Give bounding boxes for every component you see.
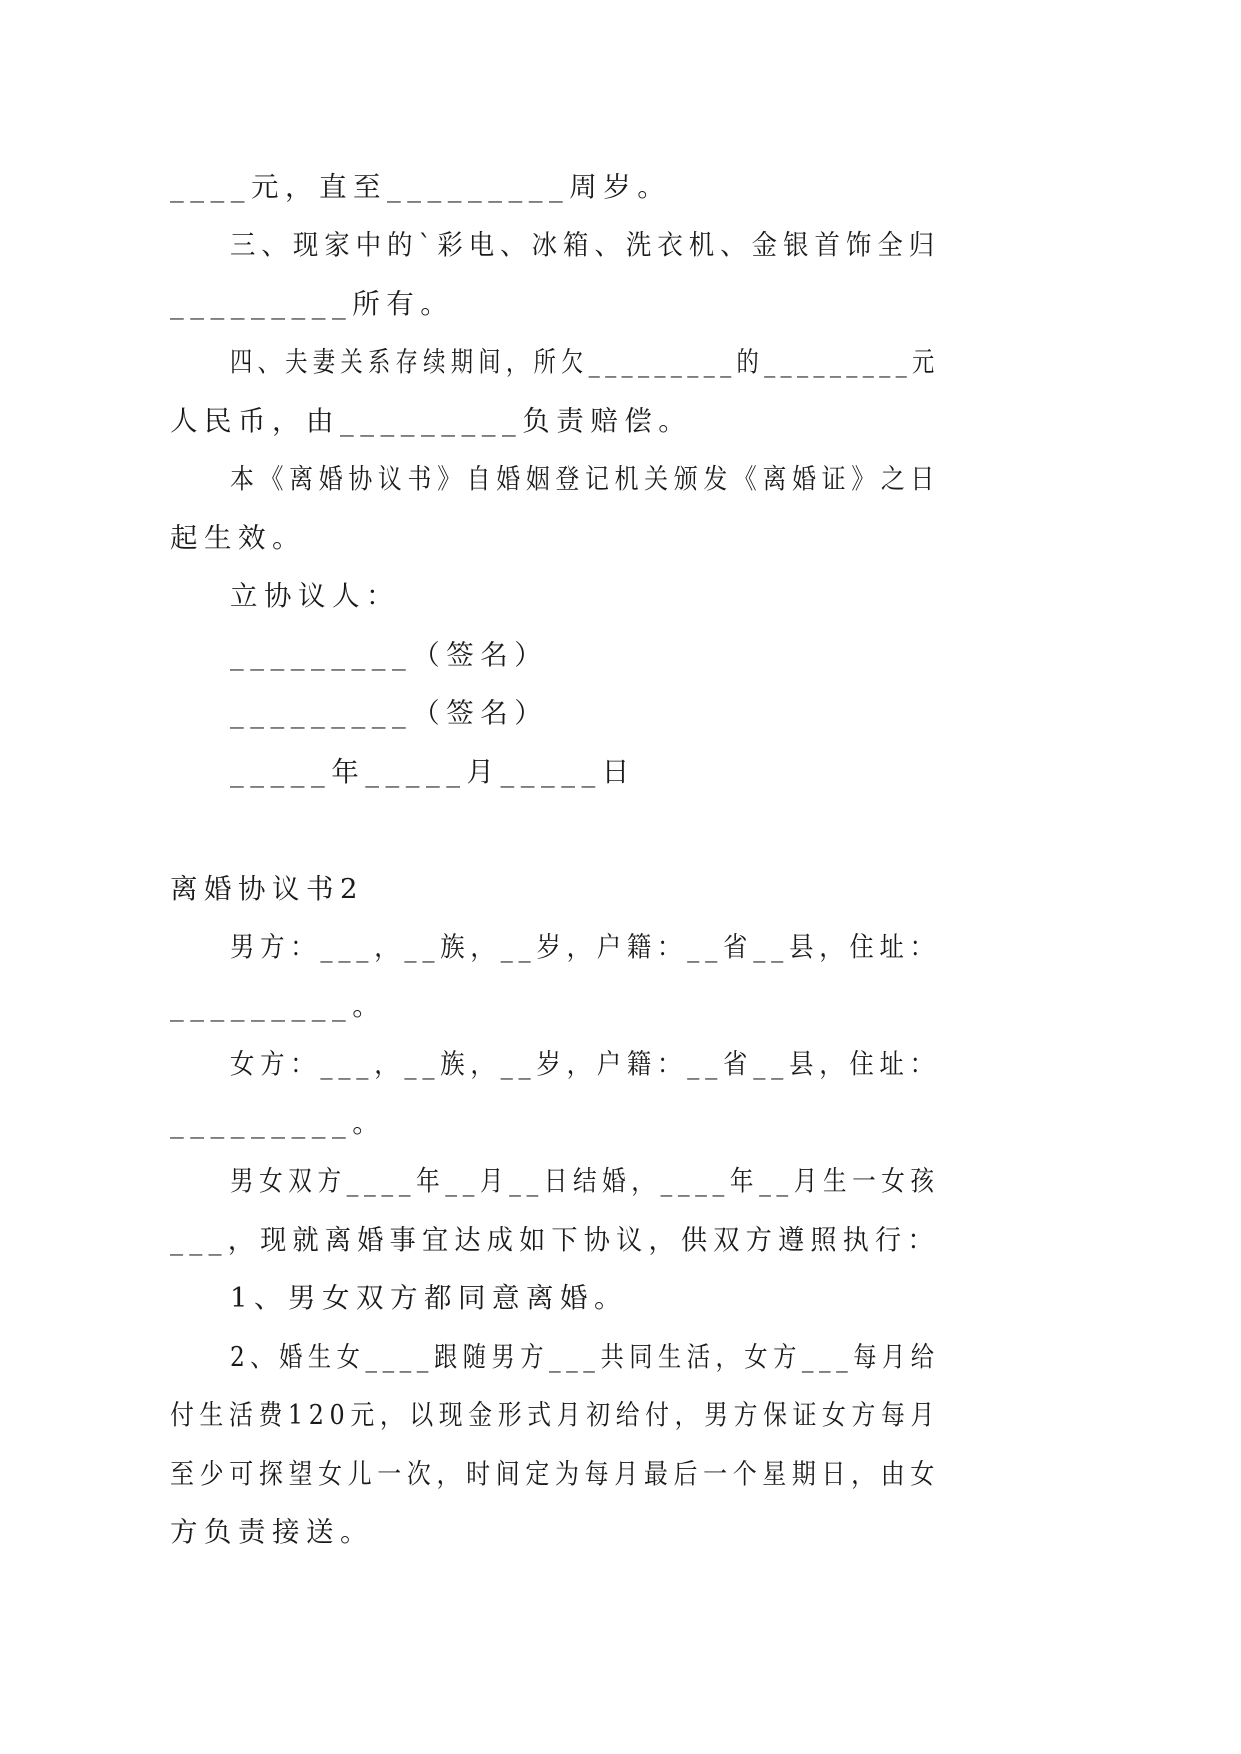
document-page: ____元，直至_________周岁。 三、现家中的`彩电、冰箱、洗衣机、金银首饰全归 _________所有。 四、夫妻关系存续期间，所欠_________的_________元 人民币，由_________负责赔偿。 本《离婚协议书》自婚姻登记机关颁发《离婚证》之日 起生效。 立协议人： _________（签名） _________（签名） _____年_____月_____日 离婚协议书2 男方：___，__族，__岁，户籍：__省__县，住址： _________。 女方：___，__族，__岁，户籍：__省__县，住址： _________。 男女双方____年__月__日结婚，____年__月生一女孩 ___，现就离婚事宜达成如下协议，供双方遵照执行： 1、男女双方都同意离婚。 2、婚生女____跟随男方___共同生活，女方___每月给 付生活费120元，以现金形式月初给付，男方保证女方每月 至少可探望女儿一次，时间定为每月最后一个星期日，由女 方负责接送。 bbox=[170, 171, 941, 1548]
